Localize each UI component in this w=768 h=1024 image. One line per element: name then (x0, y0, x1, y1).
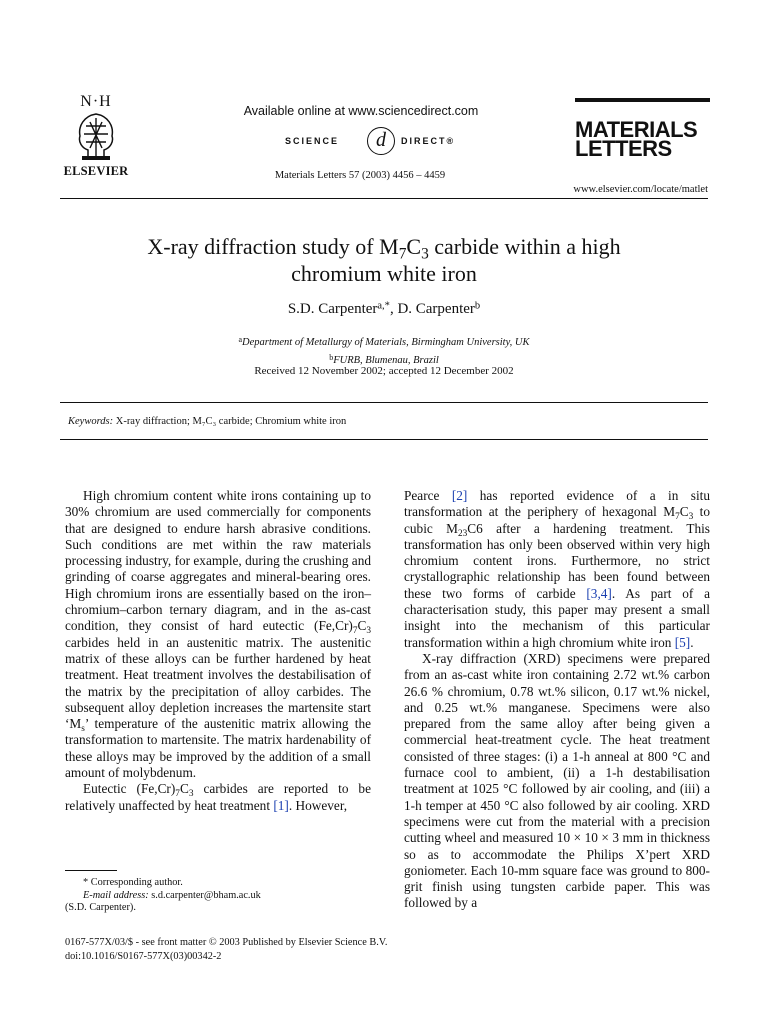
author-mark: a,* (377, 300, 390, 312)
sub: 3 (688, 512, 694, 523)
text: Pearce (404, 488, 452, 503)
paragraph (404, 488, 710, 651)
aff-mark: b (329, 353, 334, 363)
text: carbides are reported to be relatively unaffected by heat treatment (65, 781, 371, 813)
aff-mark: a (238, 335, 243, 344)
text: Eutectic (Fe,Cr) (83, 781, 176, 797)
text: . (690, 634, 694, 650)
affiliations (60, 332, 708, 368)
author-separator: , (389, 301, 398, 317)
logo-line1: MATERIALS (575, 117, 698, 142)
aff-text: Department of Metallurgy of Materials, Birmingham University, UK (242, 337, 530, 349)
keywords-top-divider (60, 402, 708, 403)
article-title (60, 233, 708, 287)
journal-citation: Materials Letters 57 (2003) 4456 – 4459 (274, 170, 446, 181)
text: C (179, 781, 189, 797)
keywords-bottom-divider (60, 439, 708, 440)
title-line2: chromium white iron (291, 261, 477, 286)
materials-letters-logo (575, 117, 710, 161)
sd-right-word: DIRECT® (401, 136, 456, 146)
aff-text: FURB, Blumenau, Brazil (333, 355, 439, 367)
text: C (357, 618, 367, 634)
logo-line2: LETTERS (575, 136, 672, 161)
paragraph: X-ray diffraction (XRD) specimens were prepared from an as-cast white iron containing 2.72 wt.% carbon 26.6 % chromium, 0.78 wt.% silicon, 0.17 wt.% nickel, and 0.25 wt.% manganese. Specimens were also prepared from the same alloy after being given a commercial heat-treatment cycle. The heat treatment consisted of three stages: (i) a 1-h anneal at 800 °C and furnace cool to ambient, (ii) a 1-h destabilisation treatment at 1025 °C followed by air cooling, and (iii) a 1-h temper at 450 °C also followed by air cooling. XRD specimens were cut from the material with a precision cutting wheel and measured 10 × 10 × 3 mm in thickness so as to accommodate the Philips X’pert XRD goniometer. Each 10-mm square face was ground to 800-grit finish using tungsten carbide paper. This was followed by a (404, 650, 710, 911)
text: . As part of a characterisation study, this paper may present a small insight into the mechanism of this particular transformation within a high chromium white iron (404, 585, 710, 650)
received-dates: Received 12 November 2002; accepted 12 December 2002 (254, 365, 514, 377)
publisher-name: ELSEVIER (63, 164, 129, 178)
text: . However, (288, 797, 348, 813)
journal-url[interactable]: www.elsevier.com/locate/matlet (573, 184, 708, 195)
text: High chromium content white irons containing up to 30% chromium are used commercially for components that are designed to endure harsh abrasive conditions. Such conditions are met within the raw materials processing industry, for example, during the crushing and grinding of coarse aggregates and mineral-bearing ores. High chromium irons are essentially based on the iron–chromium–carbon ternary diagram, and in the as-cast condition, they consist of hard eutectic (Fe,Cr) (65, 488, 372, 634)
sd-left-word: SCIENCE (285, 136, 340, 146)
issn-line: 0167-577X/03/$ - see front matter © 2003 Published by Elsevier Science B.V. (65, 937, 388, 948)
affiliation-a (60, 332, 708, 350)
sub: 7 (675, 512, 680, 523)
text: ’ temperature of the austenitic matrix allowing the transformation to martensite. The matrix hardenability of these alloys may be improved by the addition of a small amount of molybdenum. (65, 716, 371, 781)
sub: s (81, 723, 85, 734)
header-divider (60, 198, 708, 199)
left-column (65, 488, 371, 814)
sub: 7 (175, 789, 180, 800)
title-sub: 7 (398, 245, 407, 263)
reference-link[interactable]: [1] (273, 797, 289, 813)
corresponding-author: * Corresponding author. (83, 877, 183, 888)
title-text: X-ray diffraction study of M (147, 234, 399, 259)
title-text: C (406, 234, 422, 259)
elsevier-tree-icon (74, 112, 118, 162)
keywords-label: Keywords: (68, 416, 114, 427)
author-name: S.D. Carpenter (287, 301, 378, 317)
sd-at-icon: d (367, 127, 395, 155)
title-text: carbide within a high (428, 234, 621, 259)
paragraph (65, 488, 371, 781)
bottom-info (65, 936, 388, 964)
text: carbides held in an austenitic matrix. The austenitic matrix of these alloys can be further hardened by heat treatment. Heat treatment involves the destabilisation of the matrix by the precipitation of alloy carbides. The subsequent alloy depletion increases the martensite start ‘M (65, 634, 371, 732)
sub: 7 (352, 626, 358, 637)
nh-mark: N·H (80, 93, 112, 110)
sub: 3 (188, 789, 194, 800)
text: to cubic M (404, 504, 710, 536)
text: C6 after a hardening treatment. This transformation has only been observed within very high chromium content irons. Furthermore, no strict crystallographic relationship has been found between these two forms of carbide (404, 520, 710, 601)
doi-line: doi:10.1016/S0167-577X(03)00342-2 (65, 951, 222, 962)
footnote-rule (65, 870, 117, 871)
email-label: E-mail address: (83, 889, 149, 901)
right-column (404, 488, 710, 912)
email-address[interactable]: s.d.carpenter@bham.ac.uk (148, 889, 261, 901)
title-sub: 3 (421, 245, 429, 263)
sciencedirect-logo (285, 127, 475, 155)
text: has reported evidence of a in situ transformation at the periphery of hexagonal M (404, 488, 710, 520)
keywords (68, 416, 346, 427)
available-online-text: Available online at www.sciencedirect.com (243, 104, 479, 118)
elsevier-logo (62, 94, 130, 179)
sub: 3 (366, 626, 371, 637)
reference-link[interactable]: [5] (674, 634, 691, 650)
text: C (679, 504, 689, 520)
email-line (65, 890, 371, 903)
reference-link[interactable]: [3,4] (586, 585, 612, 601)
authors (60, 301, 708, 318)
sub: 23 (457, 528, 468, 539)
author-name-note: (S.D. Carpenter). (65, 902, 136, 913)
author-name: D. Carpenter (397, 301, 475, 317)
keywords-text: X-ray diffraction; M₇C₃ carbide; Chromium white iron (115, 416, 347, 427)
reference-link[interactable]: [2] (451, 488, 468, 503)
author-mark: b (474, 300, 481, 312)
paragraph (65, 781, 371, 814)
logo-bar (575, 98, 710, 102)
footnote (65, 877, 371, 915)
